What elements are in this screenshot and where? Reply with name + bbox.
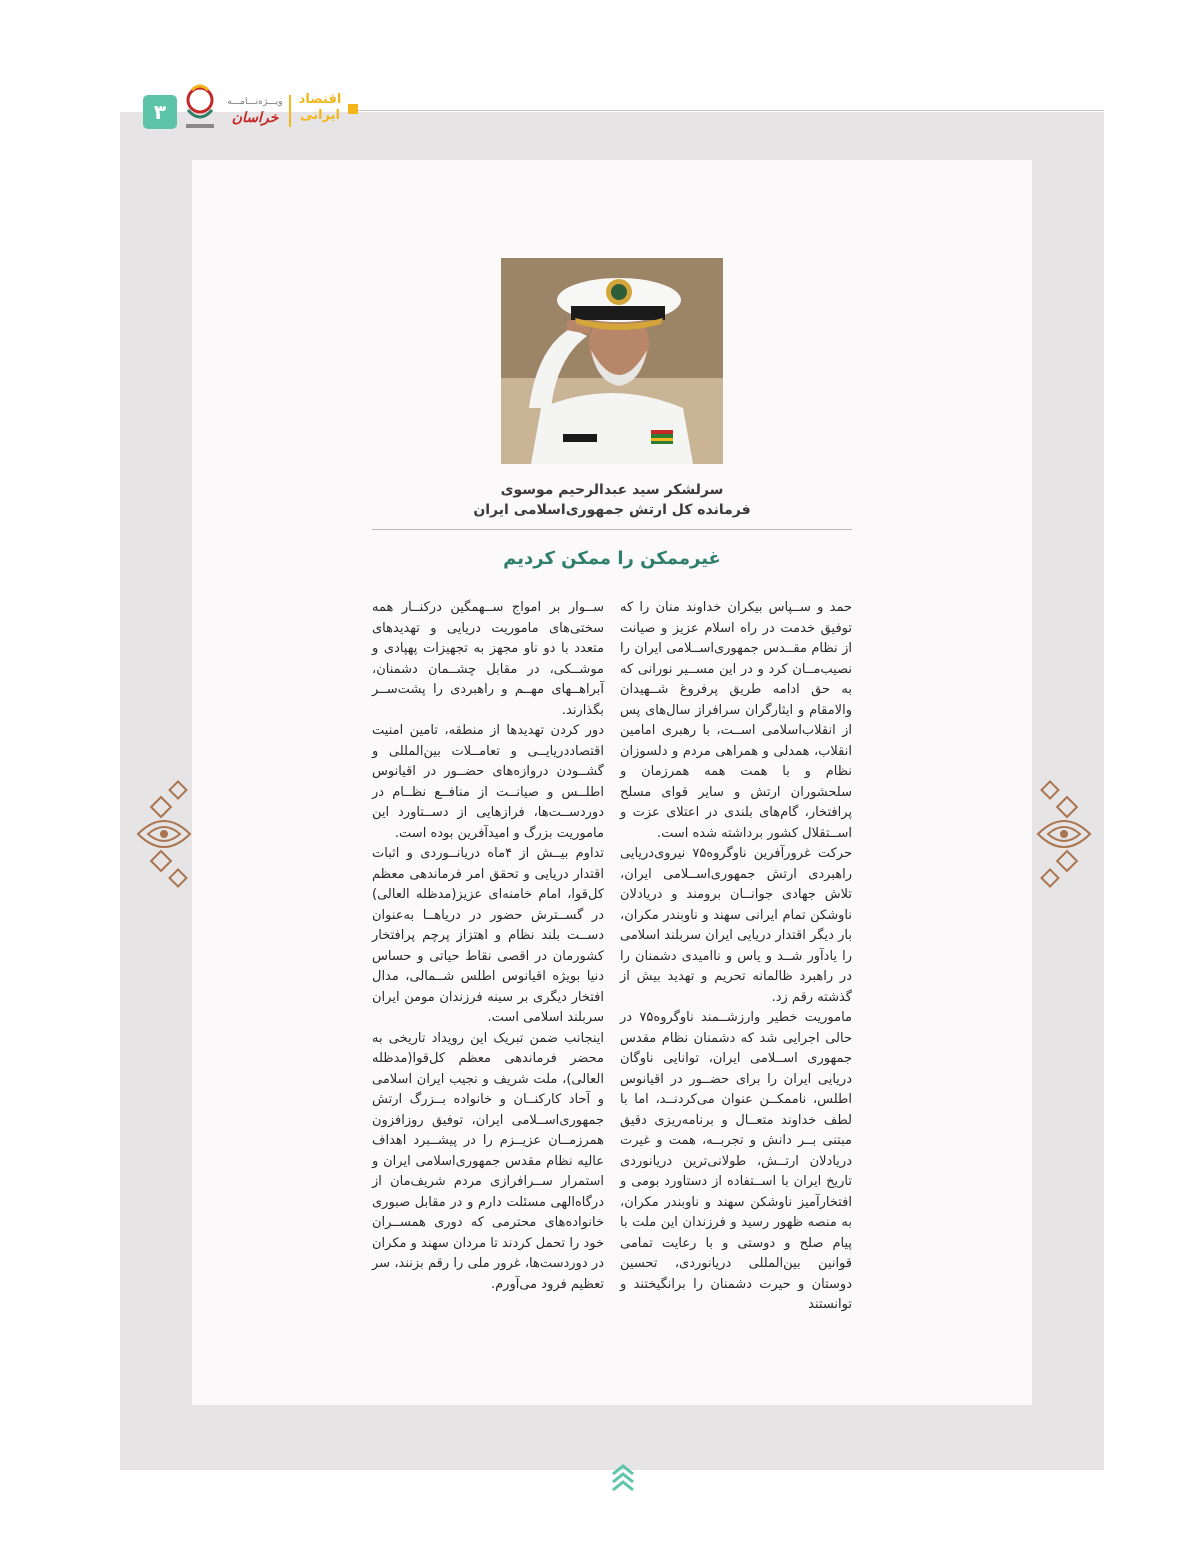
article-headline: غیرممکن را ممکن کردیم: [503, 548, 721, 569]
article-paragraph: دور کردن تهدیدها از منطقه، تامین امنیت اقتصاددریایــی و تعامــلات بین‌المللی و گشــودن دروازه‌های حضــور در اقیانوس اطلــس و صیانــت از منافــع نظــام در دوردســت‌ها، فرازهایی از دســتاورد این ماموریت بزرگ و امیدآفرین بوده است.: [372, 723, 604, 841]
header-rule: [352, 110, 1104, 111]
article-paragraph: ســوار بر امواج ســهمگین درکنــار همه سختی‌های ماموریت دریایی و تهدیدهای متعدد با دو ناو مجهز به تجهیزات پهپادی و موشــکی، در مقابل چشــمان دشمنان، آبراهــهای مهــم و راهبردی را پشت‌ســر بگذارند.: [372, 600, 604, 718]
publisher-name: خراسان: [231, 110, 279, 126]
article-paragraph: اینجانب ضمن تبریک این رویداد تاریخی به محضر فرماندهی معظم کل‌قوا(مدظله العالی)، ملت شریف و نجیب ایران اسلامی و آحاد کارکنــان و خانواده بــزرگ ارتش جمهوری‌اســلامی ایران، توفیق روزافزون همرزمــان عزیــزم را در پیشــبرد اهداف عالیه نظام مقدس جمهوری‌اسلامی ایران و استمرار ســرافرازی مردم شریف‌مان از درگاه‌الهی مسئلت دارم و در مقابل صبوری خانواده‌های محترمی که دوری همســران خود را تحمل کردند تا مردان سهند و مکران در دوردست‌ها، غرور ملی را رقم بزنند، سر تعظیم فرود می‌آورم.: [372, 1030, 604, 1292]
article-column-left: [372, 598, 604, 1295]
header-divider: [289, 95, 291, 127]
commander-portrait-photo: [501, 258, 723, 464]
article-paragraph: ماموریت خطیر وارزشــمند ناوگروه۷۵ در حالی اجرایی شد که دشمنان نظام مقدس جمهوری اســلامی ایران، توانایی ناوگان دریایی ایران را برای حضــور در اقیانوس اطلس، ناممکــن عنوان می‌کردنــد، اما با لطف خداوند متعــال و برنامه‌ریزی دقیق مبتنی بــر دانش و تجربــه، همت و غیرت دریادلان ارتــش، طولانی‌ترین دریانوردی تاریخ ایران با اســتفاده از دستاورد بومی و افتخارآمیز ناوشکن سهند و ناوبندر مکران، به منصه ظهور رسید و فرزندان این ملت با پیام صلح و دوستی و با رعایت تمامی قوانین بین‌المللی دریانوردی، تحسین دوستان و حیرت دشمنان را برانگیختند و توانستند: [620, 1010, 853, 1312]
arabesque-flower-ornament-icon: [134, 778, 194, 890]
article-column-right: [620, 598, 852, 1316]
article-paragraph: حرکت غرورآفرین ناوگروه۷۵ نیروی‌دریایی راهبردی ارتش جمهوری‌اســلامی ایران، تلاش جهادی جوانــان برومند و دریادلان ناوشکن تمام ایرانی سهند و ناوبندر مکران، بار دیگر اقتدار دریایی ایران سربلند اسلامی را یادآور شــد و یاس و ناامیدی دشمنان را در راهبرد ظالمانه تحریم و تهدید بیش از گذشته رقم زد.: [620, 846, 852, 1005]
article-paragraph: تداوم بیــش از ۴ماه دریانــوردی و اثبات اقتدار دریایی و تحقق امر فرماندهی معظم کل‌قوا، امام خامنه‌ای عزیز(مدظله العالی) در گســترش حضور در دریاهــا به‌عنوان دســت بلند نظام و اهتزاز پرچم پرافتخار کشورمان در اقصی نقاط حیاتی و حساس دنیا بویژه اقیانوس اطلس شــمالی، مدال افتخار دیگری بر سینه فرزندان مومن ایران سربلند اسلامی است.: [372, 846, 604, 1025]
magazine-logo-icon: [178, 80, 222, 132]
caption-name: سرلشکر سید عبدالرحیم موسوی: [500, 482, 724, 498]
page-number-badge: ۳: [143, 95, 177, 129]
section-marker: [348, 104, 358, 114]
special-issue-label: ویـــژه‌نـــامـــه: [227, 97, 283, 107]
article-paragraph: حمد و ســپاس بیکران خداوند منان را که توفیق خدمت در راه اسلام عزیز و صیانت از نظام مقــدس جمهوری‌اســلامی ایران را نصیب‌مــان کرد و در این مســیر نورانی که به حق ادامه طریق پرفروغ شــهیدان والامقام و ایثارگران سرافراز سال‌های پس از انقلاب‌اسلامی اســت، با رهبری امامین انقلاب، همدلی و همراهی مردم و دلسوزان نظام و با همت همه همرزمان و سلحشوران ارتش و سایر قوای مسلح پرافتخار، گام‌های بلندی در اعتلای عزت و اســتقلال کشور برداشته شده است.: [620, 600, 852, 841]
section-tag: اقتصاد ایرانی: [298, 92, 342, 123]
photo-caption: [372, 480, 852, 520]
chevron-stack-icon: [610, 1462, 636, 1492]
caption-divider: [372, 529, 852, 530]
arabesque-flower-ornament-icon: [1034, 778, 1094, 890]
caption-title: فرمانده کل ارتش جمهوری‌اسلامی ایران: [473, 502, 751, 518]
